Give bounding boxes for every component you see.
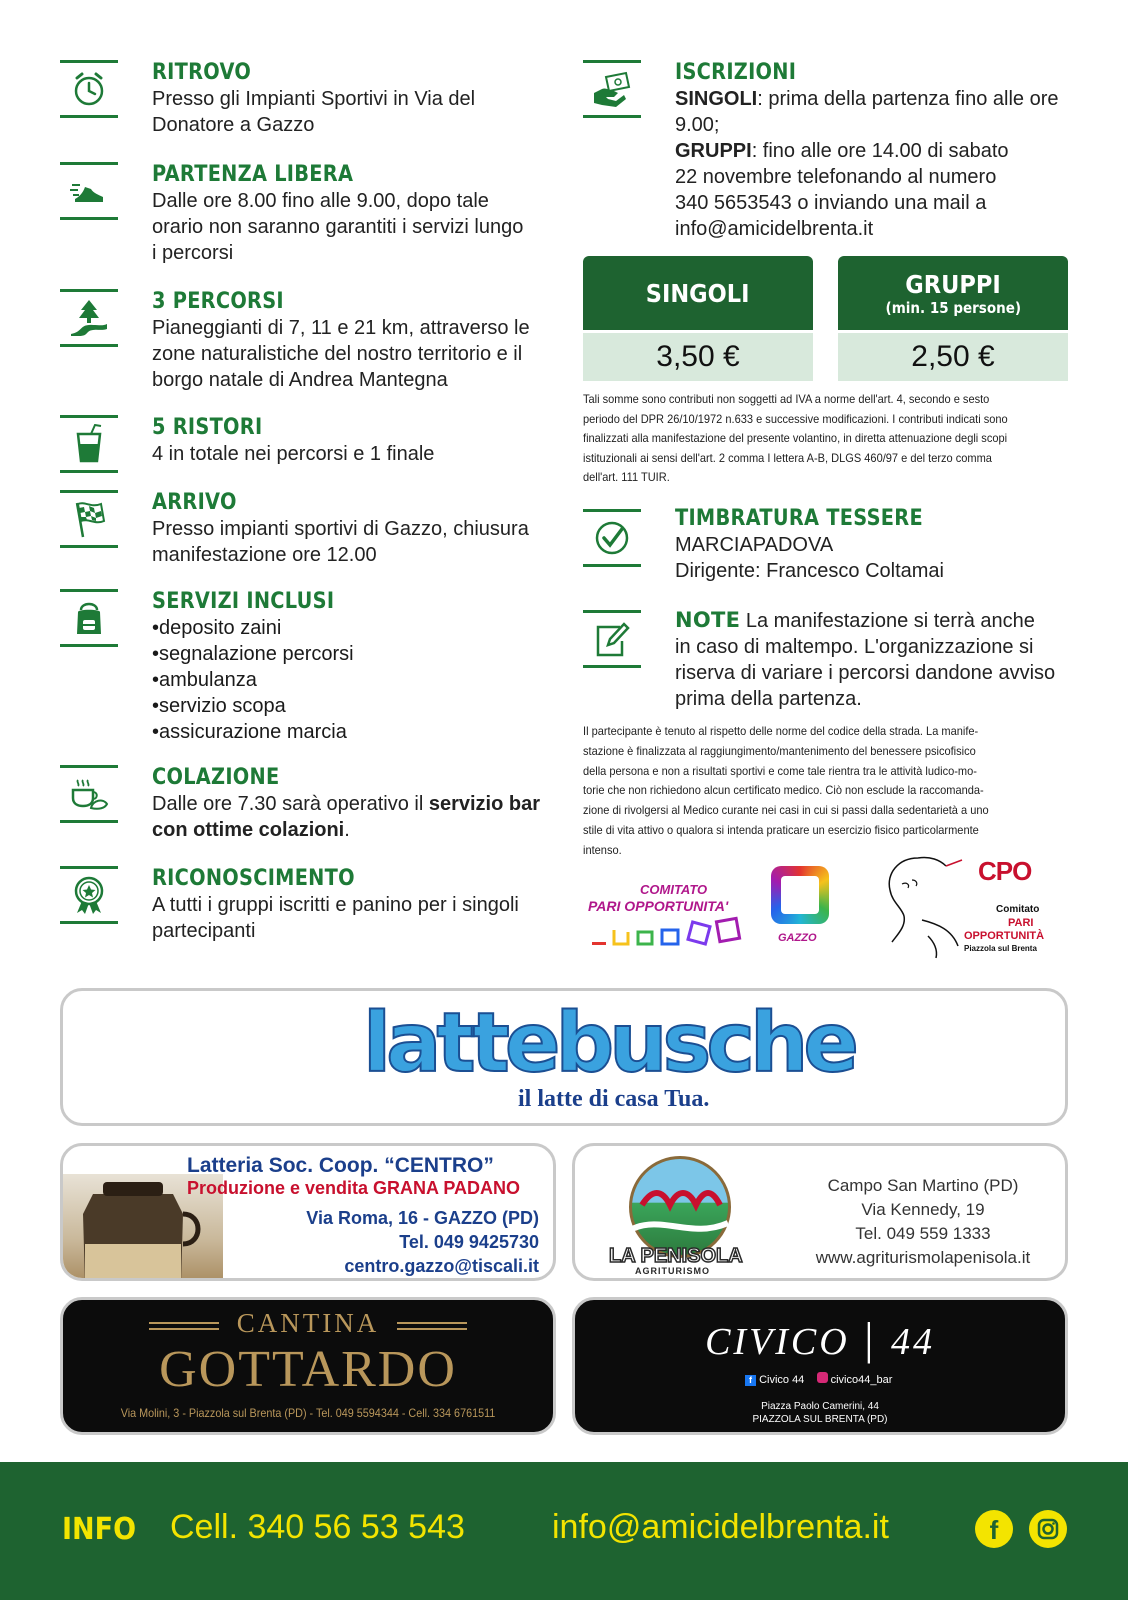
gottardo-name: GOTTARDO — [159, 1341, 457, 1398]
latteria-name: Latteria Soc. Coop. “CENTRO” — [187, 1154, 494, 1177]
text-span: : fino alle ore 14.00 di sabato — [751, 140, 1009, 162]
ristori-title: 5 RISTORI — [152, 415, 263, 440]
text-line: finalizzati alla manifestazione del presente volantino, in diretta attenuazione degli scopi — [583, 431, 1008, 445]
latteria-product: Produzione e vendita GRANA PADANO — [187, 1178, 521, 1198]
civico-brand: CIVICO | 44 — [705, 1313, 935, 1364]
text-line: 9.00; — [675, 114, 720, 136]
tax-note — [583, 390, 1061, 488]
civico-brand-word: CIVICO — [705, 1321, 850, 1363]
text-line: zione di rivolgersi al Medico curante nei casi in cui si passi dalla sedentarietà a uno — [583, 803, 989, 818]
text-line: dell'art. 111 TUIR. — [583, 470, 670, 484]
partenza-text — [152, 188, 572, 266]
arrivo-title: ARRIVO — [152, 490, 237, 515]
bold-text: con ottime colazioni — [152, 819, 345, 841]
gottardo-address: Via Molini, 3 - Piazzola sul Brenta (PD) - Tel. 049 5594344 - Cell. 334 6761511 — [120, 1406, 496, 1420]
ad-gottardo[interactable] — [60, 1297, 556, 1435]
instagram-icon[interactable] — [1029, 1510, 1067, 1548]
logo-text: COMITATO — [640, 882, 708, 897]
text-line: MARCIAPADOVA — [675, 534, 834, 556]
money-hand-icon — [583, 60, 641, 118]
text-line: della persona e non a risultati sportivi e come tale rientra tra le attività ludico-mo- — [583, 763, 977, 778]
logo-text: Comitato — [996, 904, 1040, 915]
latteria-address: Via Roma, 16 - GAZZO (PD) — [306, 1208, 539, 1228]
note-title: NOTE — [675, 608, 741, 632]
text-line: stile di vita attivo o qualora si intenda praticare un esercizio fisico particolarmente — [583, 822, 979, 837]
text-line: partecipanti — [152, 920, 256, 942]
penisola-logo-text: LA PENISOLA — [609, 1245, 743, 1267]
price-header-sub: (min. 15 persone) — [885, 298, 1021, 317]
gottardo-cantina: CANTINA — [236, 1308, 380, 1338]
instagram-icon[interactable] — [817, 1372, 828, 1383]
logo-text: OPPORTUNITÀ — [964, 930, 1045, 942]
servizi-title: SERVIZI INCLUSI — [152, 589, 335, 614]
latteria-phone: Tel. 049 9425730 — [399, 1232, 539, 1252]
text-line — [675, 607, 1095, 634]
coffee-croissant-icon — [60, 765, 118, 823]
text-line: Dalle ore 8.00 fino alle 9.00, dopo tale — [152, 190, 489, 212]
text-line — [675, 86, 1075, 112]
list-item: • deposito zaini — [152, 615, 572, 641]
text-line: i percorsi — [152, 242, 234, 264]
footer-info-label: INFO — [62, 1512, 137, 1547]
text-line: torie che non richiedono alcun certificato medico. Ciò non esclude la raccomanda- — [583, 783, 984, 798]
partenza-title: PARTENZA LIBERA — [152, 162, 354, 187]
text-line: zone naturalistiche del nostro territorio e il — [152, 343, 523, 365]
price-box-singoli — [583, 256, 813, 381]
text-span: La manifestazione si terrà anche — [740, 610, 1035, 632]
ad-civico[interactable] — [572, 1297, 1068, 1435]
text-span: . — [344, 819, 350, 841]
instagram-handle[interactable]: civico44_bar — [830, 1374, 893, 1386]
footer-phone[interactable]: Cell. 340 56 53 543 — [170, 1508, 465, 1546]
text-line: 22 novembre telefonando al numero — [675, 166, 997, 188]
bold-text: servizio bar — [428, 793, 540, 815]
ad-penisola[interactable] — [572, 1143, 1068, 1281]
arrivo-text — [152, 516, 572, 568]
riconoscimento-title: RICONOSCIMENTO — [152, 866, 355, 891]
text-line — [675, 138, 1075, 164]
logo-text: PARI OPPORTUNITA' — [588, 898, 729, 914]
footer-email[interactable]: info@amicidelbrenta.it — [552, 1508, 889, 1546]
price-header — [838, 256, 1068, 330]
lattebusche-brand: lattebusche — [363, 996, 854, 1091]
list-item: • servizio scopa — [152, 693, 572, 719]
text-line: borgo natale di Andrea Mantegna — [152, 369, 448, 391]
text-line: in caso di maltempo. L'organizzazione si — [675, 636, 1034, 658]
text-line: prima della partenza. — [675, 688, 862, 710]
facebook-handle[interactable]: Civico 44 — [759, 1374, 805, 1386]
ad-latteria[interactable] — [60, 1143, 556, 1281]
percorsi-title: 3 PERCORSI — [152, 289, 284, 314]
ritrovo-title: RITROVO — [152, 60, 252, 85]
text-line: 340 5653543 o inviando una mail a — [675, 192, 987, 214]
text-line: riserva di variare i percorsi dandone avviso — [675, 662, 1056, 684]
penisola-logo-sub: AGRITURISMO — [635, 1266, 710, 1276]
timbratura-title: TIMBRATURA TESSERE — [675, 506, 923, 531]
riconoscimento-text — [152, 892, 572, 944]
percorsi-text — [152, 315, 572, 393]
price-box-gruppi — [838, 256, 1068, 381]
text-line: Campo San Martino (PD) — [827, 1176, 1019, 1195]
timbratura-text — [675, 532, 1075, 584]
text-line: stazione è finalizzata al raggiungimento/mantenimento del benessere psicofisico — [583, 743, 976, 758]
text-line: Donatore a Gazzo — [152, 114, 315, 136]
lattebusche-tagline: il latte di casa Tua. — [518, 1086, 710, 1112]
ritrovo-text — [152, 86, 572, 138]
price-header-label: GRUPPI — [905, 269, 1001, 299]
list-item: • ambulanza — [152, 667, 572, 693]
award-ribbon-icon — [60, 866, 118, 924]
servizi-list — [152, 615, 572, 745]
price-value: 2,50 € — [838, 330, 1068, 381]
text-line: Presso impianti sportivi di Gazzo, chiusura — [152, 518, 529, 540]
civico-brand-number: 44 — [890, 1321, 935, 1363]
text-line: PIAZZOLA SUL BRENTA (PD) — [752, 1414, 888, 1425]
iscrizioni-title: ISCRIZIONI — [675, 60, 797, 85]
ad-lattebusche[interactable] — [60, 988, 1068, 1126]
logo-text: PARI — [1008, 917, 1034, 929]
singoli-label: SINGOLI — [675, 88, 758, 110]
text-line: 4 in totale nei percorsi e 1 finale — [152, 443, 435, 465]
text-line: Presso gli Impianti Sportivi in Via del — [152, 88, 476, 110]
text-line: istituzionali ai sensi dell'art. 2 comma I lettera A-B, DLGS 460/97 e del terzo comma — [583, 450, 992, 465]
price-header-label: SINGOLI — [646, 278, 750, 308]
rainbow-square-icon — [771, 866, 829, 924]
text-line: manifestazione ore 12.00 — [152, 544, 377, 566]
website-link[interactable]: www.agriturismolapenisola.it — [815, 1248, 1031, 1267]
list-item: • assicurazione marcia — [152, 719, 572, 745]
email-link[interactable]: info@amicidelbrenta.it — [675, 218, 874, 240]
logo-text: GAZZO — [778, 932, 817, 944]
price-value: 3,50 € — [583, 330, 813, 381]
checkered-flag-icon — [60, 490, 118, 548]
facebook-icon[interactable]: f — [745, 1375, 756, 1386]
colazione-title: COLAZIONE — [152, 765, 280, 790]
text-line: Pianeggianti di 7, 11 e 21 km, attraverso le — [152, 317, 530, 339]
text-line: intenso. — [583, 842, 622, 857]
iscrizioni-text — [675, 86, 1075, 242]
disclaimer — [583, 722, 1066, 861]
text-line: Tali somme sono contributi non soggetti ad IVA a norme dell'art. 4, secondo e sesto — [583, 392, 990, 406]
text-span: Dalle ore 7.30 sarà operativo il — [152, 793, 429, 815]
latteria-email[interactable]: centro.gazzo@tiscali.it — [344, 1256, 539, 1276]
gruppi-label: GRUPPI — [675, 140, 752, 162]
penisola-contacts — [803, 1174, 1043, 1270]
tree-road-icon — [60, 289, 118, 347]
check-circle-icon — [583, 509, 641, 567]
logo-text: CPO — [978, 856, 1032, 886]
facebook-icon[interactable]: f — [975, 1510, 1013, 1548]
price-header — [583, 256, 813, 330]
civico-address — [575, 1400, 1065, 1426]
civico-social — [745, 1372, 892, 1386]
text-line: Piazza Paolo Camerini, 44 — [761, 1401, 879, 1412]
drink-cup-icon — [60, 415, 118, 473]
penisola-logo-icon — [629, 1156, 731, 1258]
text-line: Tel. 049 559 1333 — [855, 1224, 991, 1243]
logo-text: Piazzola sul Brenta — [964, 944, 1037, 953]
cpo-piazzola-logo — [878, 850, 1058, 960]
note-text — [675, 607, 1095, 712]
text-line: periodo del DPR 26/10/1972 n.633 e successive modificazioni. I contributi indicati sono — [583, 411, 1008, 426]
running-shoe-icon — [60, 162, 118, 220]
alarm-clock-icon — [60, 60, 118, 118]
cpo-gazzo-logo — [588, 866, 838, 956]
edit-note-icon — [583, 610, 641, 668]
ristori-text — [152, 441, 572, 467]
text-line: orario non saranno garantiti i servizi lungo — [152, 216, 524, 238]
text-line: Dirigente: Francesco Coltamai — [675, 560, 944, 582]
text-line: Via Kennedy, 19 — [861, 1200, 985, 1219]
face-sketch-icon — [878, 850, 978, 960]
list-item: • segnalazione percorsi — [152, 641, 572, 667]
footer-bar — [0, 1462, 1128, 1600]
text-span: : prima della partenza fino alle ore — [757, 88, 1059, 110]
backpack-icon — [60, 589, 118, 647]
text-line: A tutti i gruppi iscritti e panino per i singoli — [152, 894, 519, 916]
colazione-text — [152, 791, 582, 843]
text-line: Il partecipante è tenuto al rispetto delle norme del codice della strada. La manife- — [583, 724, 979, 738]
